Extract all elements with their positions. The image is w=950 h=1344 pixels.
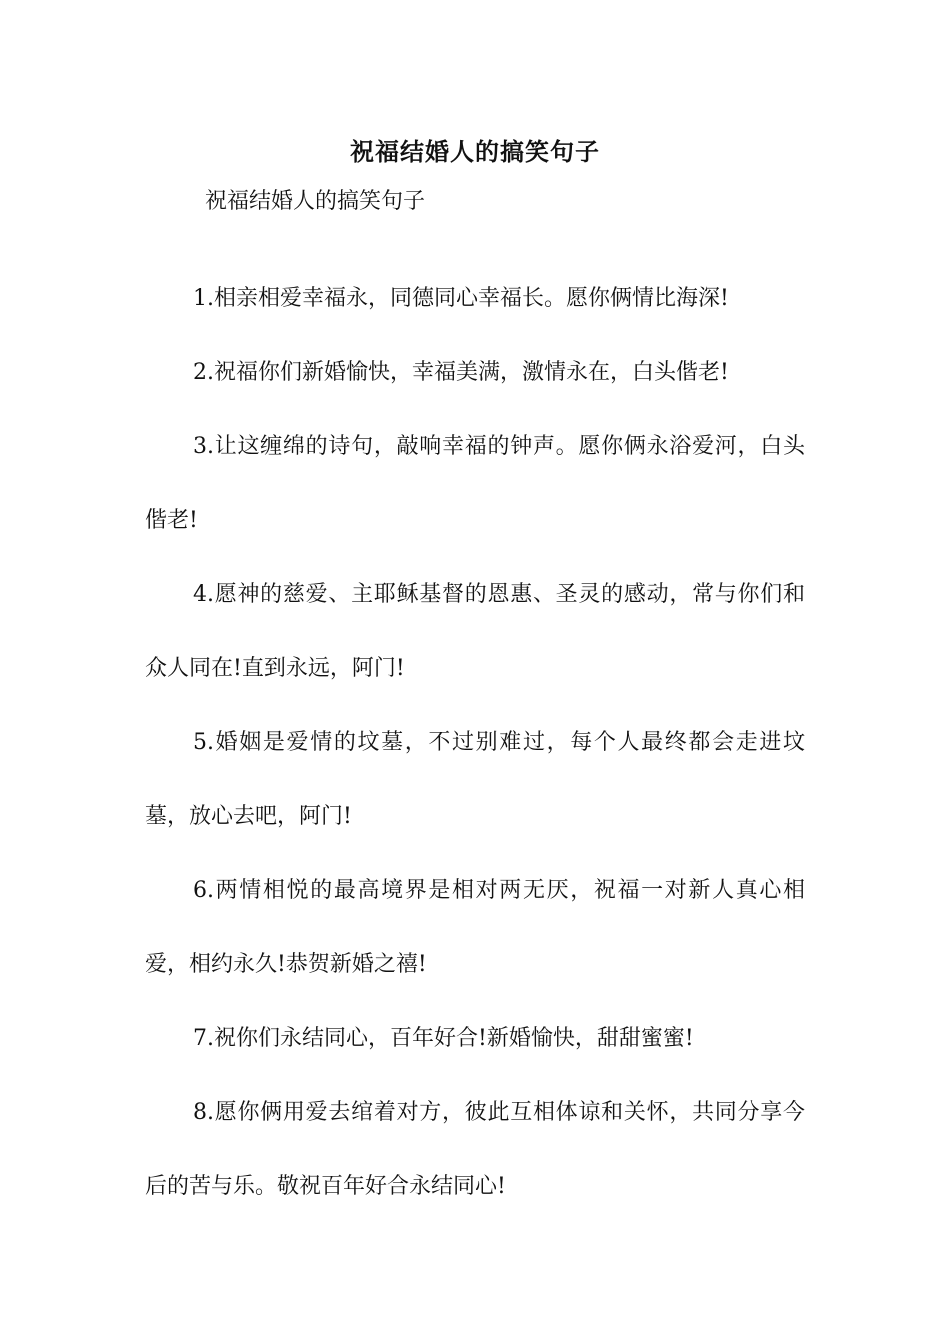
paragraph-5: 5.婚姻是爱情的坟墓，不过别难过，每个人最终都会走进坟墓，放心去吧，阿门! [145,730,805,829]
paragraph-8: 8.愿你俩用爱去绾着对方，彼此互相体谅和关怀，共同分享今后的苦与乐。敬祝百年好合永结同心! [145,1100,805,1199]
paragraph-7: 7.祝你们永结同心，百年好合!新婚愉快，甜甜蜜蜜! [193,1026,694,1051]
paragraph-6: 6.两情相悦的最高境界是相对两无厌，祝福一对新人真心相爱，相约永久!恭贺新婚之禧! [145,878,805,977]
document-subtitle: 祝福结婚人的搞笑句子 [205,189,426,214]
paragraph-3: 3.让这缠绵的诗句，敲响幸福的钟声。愿你俩永浴爱河，白头偕老! [145,434,805,533]
document-body [145,262,805,1224]
paragraph-4: 4.愿神的慈爱、主耶稣基督的恩惠、圣灵的感动，常与你们和众人同在!直到永远，阿门! [145,582,805,681]
paragraph-1: 1.相亲相爱幸福永，同德同心幸福长。愿你俩情比海深! [193,286,729,311]
document-title: 祝福结婚人的搞笑句子 [350,137,600,166]
paragraph-2: 2.祝福你们新婚愉快，幸福美满，激情永在，白头偕老! [193,360,729,385]
